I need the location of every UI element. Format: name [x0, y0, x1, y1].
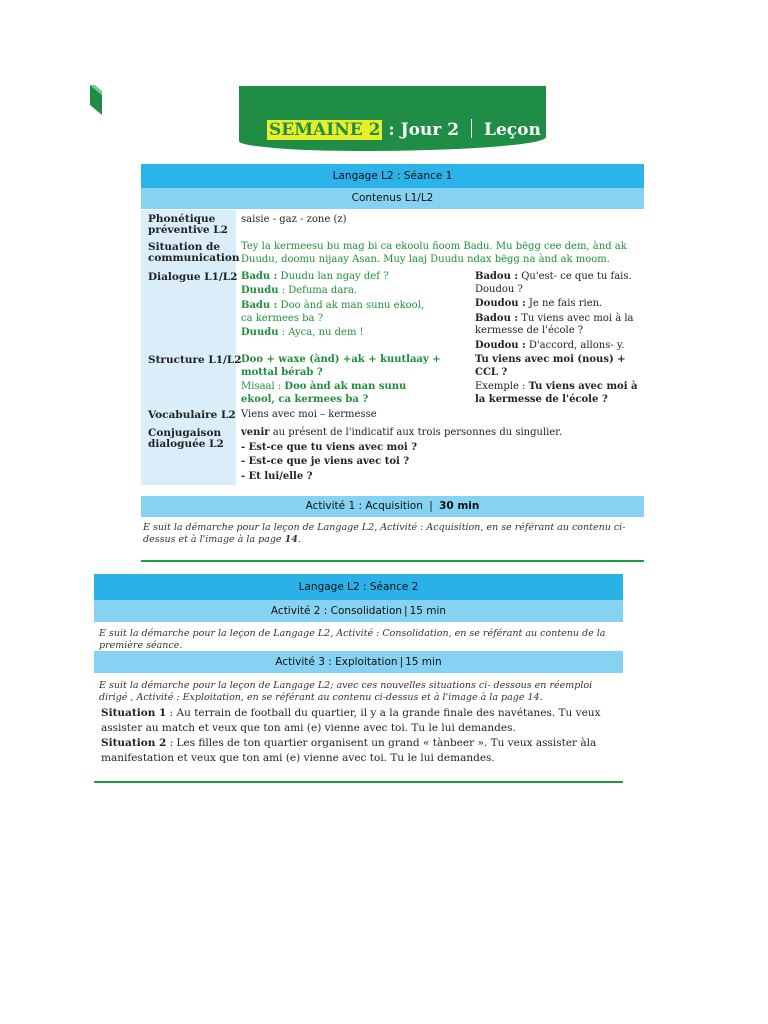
situation1-text: Situation 1 : Au terrain de football du quartier, il y a la grande finale des navétanes. Tu veux assister au match et veux que ton ami (e) vienne avec toi. Tu le lui demandes. [101, 707, 601, 734]
contenus-header: Contenus L1/L2 [141, 188, 644, 209]
seance1-header: Langage L2 : Séance 1 [141, 164, 644, 188]
dialogue-line: Duudu : Defuma dara. [241, 284, 358, 296]
dialogue-line: Duudu : Ayca, nu dem ! [241, 327, 364, 338]
activite3-title: Activité 3 : Exploitation [275, 656, 398, 668]
dialogue-l2 [475, 271, 635, 352]
semaine-label: SEMAINE 2 [269, 120, 381, 140]
structure-l1 [241, 354, 451, 406]
situation-content: Tey la kermeesu bu mag bi ca ekoolu ñoom Badu. Mu bëgg cee dem, ànd ak Duudu, doomu nijaay Asan. Muy laaj Duudu ndax bëgg na ànd ak moom. [241, 241, 627, 265]
dialogue-line: Badou : Tu viens avec moi à la kermesse de l'école ? [475, 312, 634, 336]
dialogue-line: Badou : Qu'est- ce que tu fais. Doudou ? [475, 271, 632, 295]
seance2-header: Langage L2 : Séance 2 [94, 574, 623, 600]
dialogue-line: Doudou : D'accord, allons- y. [475, 339, 625, 351]
dialogue-line: Badu : Duudu lan ngay def ? [241, 271, 389, 282]
structure-label: Structure L1/L2 [148, 354, 242, 366]
activite1-duration: 30 min [439, 500, 480, 512]
structure-l2 [475, 354, 640, 406]
lecon-label: Leçon 4 [484, 120, 559, 140]
situation-label: Situation de communication [148, 241, 240, 264]
activite2-header: Activité 2 : Consolidation | 15 min [94, 600, 623, 622]
phonetique-label: Phonétique préventive L2 [148, 213, 228, 236]
dialogue-label: Dialogue L1/L2 [148, 271, 238, 283]
situation2-text: Situation 2 : Les filles de ton quartier organisent un grand « tànbeer ». Tu veux assister àla manifestation et veux que ton ami (e) vienne avec toi. Tu le lui demandes. [101, 737, 597, 764]
activite3-text: E suit la démarche pour la leçon de Langage L2; avec ces nouvelles situations ci- dessous en réemploi dirigé , Activité : Exploitation, en se référant au contenu ci-dessus et à l'image à la page 14. [99, 680, 593, 703]
vocabulaire-content: Viens avec moi – kermesse [241, 409, 377, 420]
section-divider [141, 560, 644, 562]
phonetique-content: saisie - gaz - zone (z) [241, 214, 347, 225]
dialogue-l1 [241, 271, 466, 340]
conjugaison-item: - Et lui/elle ? [241, 470, 313, 482]
structure-l1-formula: Doo + waxe (ànd) +ak + kuutlaay + mottal bérab ? [241, 354, 441, 378]
activite2-duration: 15 min [409, 605, 447, 617]
dialogue-line: Badu : Doo ànd ak man sunu ekool, ca kermees ba ? [241, 300, 425, 324]
conjugaison-item: - Est-ce que je viens avec toi ? [241, 456, 410, 467]
activite2-text: E suit la démarche pour la leçon de Langage L2, Activité : Consolidation, en se référant au contenu de la première séance. [99, 628, 606, 651]
conjugaison-content: venir au présent de l'indicatif aux trois personnes du singulier. - Est-ce que tu viens avec moi ? - Est-ce que je viens avec toi ? - Et lui/elle ? [241, 427, 641, 483]
activite1-text: E suit la démarche pour la leçon de Langage L2, Activité : Acquisition, en se référant au contenu ci-dessus et à l'image à la page 14. [143, 522, 626, 545]
lesson-banner [239, 86, 559, 151]
conjugaison-item: - Est-ce que tu viens avec moi ? [241, 441, 418, 453]
structure-l2-example: Exemple : Tu viens avec moi à la kermesse de l'école ? [475, 381, 638, 405]
dialogue-line: Doudou : Je ne fais rien. [475, 298, 603, 309]
vocabulaire-label: Vocabulaire L2 [148, 409, 236, 421]
activite3-duration: 15 min [405, 656, 442, 668]
activite1-title: Activité 1 : Acquisition [305, 500, 423, 512]
corner-mark-icon [90, 85, 102, 115]
activite3-header: Activité 3 : Exploitation | 15 min [94, 651, 623, 673]
structure-l2-formula: Tu viens avec moi (nous) + CCL ? [475, 354, 626, 378]
activite1-header: Activité 1 : Acquisition | 30 min [141, 496, 644, 517]
section-divider [94, 781, 623, 783]
lesson-title: SEMAINE 2 : Jour 2 Leçon 4 [269, 120, 559, 140]
activite2-title: Activité 2 : Consolidation [270, 605, 403, 617]
conjugaison-label: Conjugaison dialoguée L2 [148, 427, 224, 450]
structure-l1-example: Misaal : Doo ànd ak man sunu ekool, ca kermees ba ? [241, 381, 407, 405]
banner-separator [471, 119, 472, 138]
jour-label: Jour 2 [400, 120, 460, 140]
